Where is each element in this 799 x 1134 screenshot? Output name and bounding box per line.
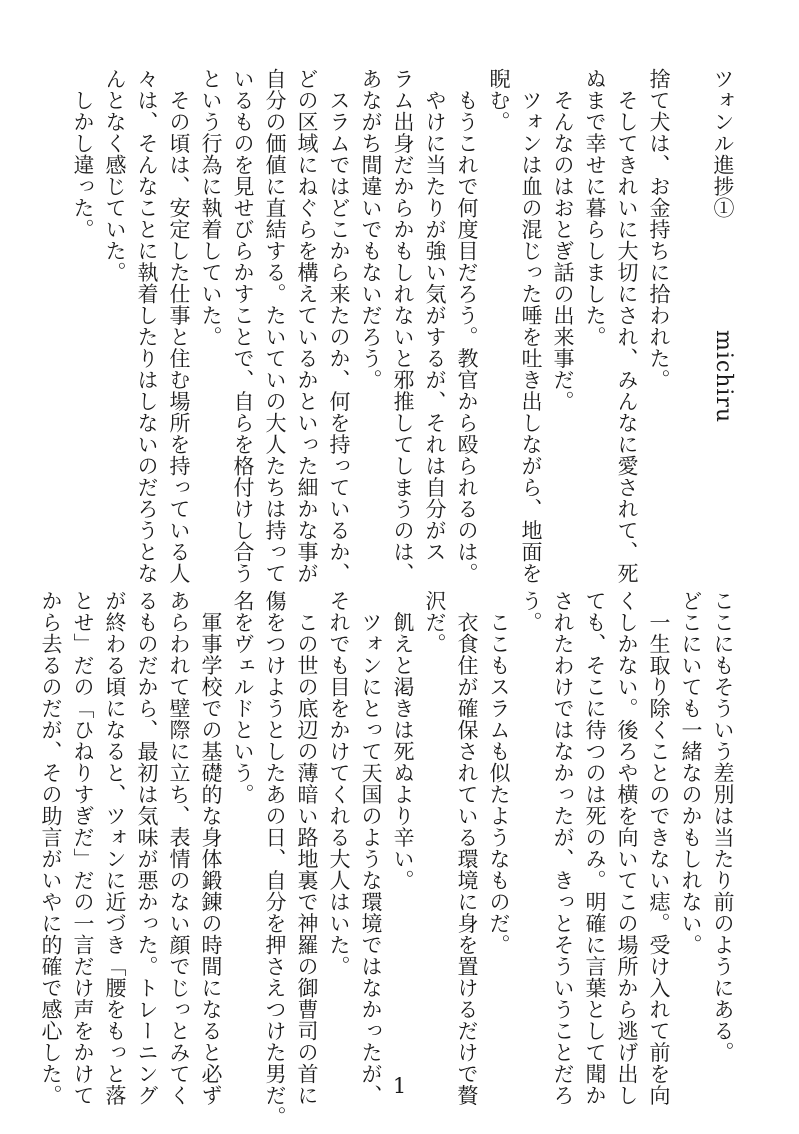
title-spacer [675, 68, 707, 528]
text-column: ツォンにとって天国のような環境ではなかったが、 [359, 590, 383, 1106]
text-column: スラムではどこから来たのか、何を持っているか、 [327, 68, 351, 584]
text-column: あながち間違いでもないだろう。 [359, 68, 383, 391]
author-name-wrap [707, 330, 739, 423]
text-column: どこにいても一緒なのかもしれない。 [679, 590, 703, 956]
text-column: 軍事学校での基礎的な身体鍛錬の時間になると必ず [199, 590, 223, 1106]
text-column: 飢えと渇きは死ぬより辛い。 [391, 590, 415, 891]
text-column: そしてきれいに大切にされ、みんなに愛されて、死 [615, 68, 639, 584]
text-column: しかし違った。 [71, 68, 95, 240]
document-title: ツォンル進捗① [711, 68, 735, 219]
text-column: 名をヴェルドという。 [231, 590, 255, 805]
text-column: ここにもそういう差別は当たり前のようにある。 [711, 590, 735, 1063]
text-column: 睨む。 [487, 68, 511, 133]
text-column: もうこれで何度目だろう。教官から殴られるのは。 [455, 68, 479, 584]
text-column: あらわれて壁際に立ち、表情のない顔でじっとみてく [167, 590, 191, 1106]
text-column: されたわけではなかったが、きっとそういうことだろ [551, 590, 575, 1106]
text-column: その頃は、安定した仕事と住む場所を持っている人 [167, 68, 191, 584]
text-column: 衣食住が確保されている環境に身を置けるだけで贅 [455, 590, 479, 1106]
text-column: ツォンは血の混じった唾を吐き出しながら、地面を [519, 68, 543, 584]
text-column: それでも目をかけてくれる大人はいた。 [327, 590, 351, 977]
text-column: この世の底辺の薄暗い路地裏で神羅の御曹司の首に [295, 590, 319, 1106]
text-column: 傷をつけようとしたあの日、自分を押さえつけた男だ。 [263, 590, 287, 1128]
text-column: そんなのはおとぎ話の出来事だ。 [551, 68, 575, 412]
text-column: 々は、そんなことに執着したりはしないのだろうとな [135, 68, 159, 584]
text-column: 沢だ。 [423, 590, 447, 655]
text-column: から去るのだが、その助言がいやに的確で感心した。 [39, 590, 63, 1106]
text-column: ここもスラムも似たようなものだ。 [487, 590, 511, 956]
page-number: 1 [392, 1074, 407, 1098]
text-column: ぬまで幸せに暮らしました。 [583, 68, 607, 348]
text-column: う。 [519, 590, 543, 633]
upper-text-block [71, 68, 739, 584]
text-column: いるものを見せびらかすことで、自らを格付けし合う [231, 68, 255, 584]
text-column: やけに当たりが強い気がするが、それは自分がス [423, 68, 447, 563]
text-column: が終わる頃になると、ツォンに近づき「腰をもっと落 [103, 590, 127, 1106]
text-column: 自分の価値に直結する。たいていの大人たちは持って [263, 68, 287, 584]
text-column: くしかない。後ろや横を向いてこの場所から逃げ出し [615, 590, 639, 1106]
lower-text-block [39, 590, 739, 1128]
text-column: ラム出身だからかもしれないと邪推してしまうのは、 [391, 68, 415, 584]
text-column: 一生取り除くことのできない痣。受け入れて前を向 [647, 590, 671, 1106]
text-column: とせ」だの「ひねりすぎだ」だの一言だけ声をかけて [71, 590, 95, 1106]
text-column: という行為に執着していた。 [199, 68, 223, 348]
author-name: michiru [711, 330, 736, 424]
text-column: ても、そこに待つのは死のみ。明確に言葉として聞か [583, 590, 607, 1106]
text-column: どの区域にねぐらを構えているかといった細かな事が [295, 68, 319, 584]
text-column: るものだから、最初は気味が悪かった。トレーニング [135, 590, 159, 1106]
text-column: 捨て犬は、お金持ちに拾われた。 [647, 68, 671, 391]
text-column: んとなく感じていた。 [103, 68, 127, 283]
